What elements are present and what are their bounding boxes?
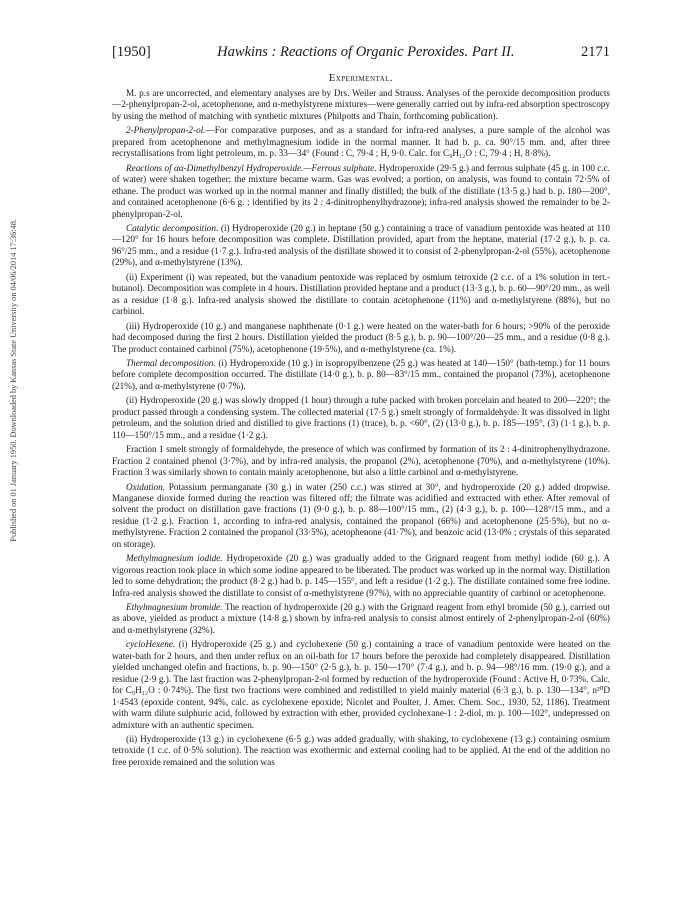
paragraph <box>112 395 610 441</box>
paragraph-text: (i) Hydroperoxide (25 g.) and cyclohexene (50 g.) containing a trace of vanadium pentoxide were heated on the water-bath for 2 hours, and then under reflux on an oil-bath for 17 hours before the peroxide had completely disappeared. Distillation yielded unchanged olefin and fractions, b. p. 90—150° (2·5 g.), b. p. 150—170° (7·4 g.), and b. p. 94—98°/16 mm. (19·0 g.), and a residue (2·9 g.). The last fraction was 2-phenylpropan-2-ol formed by reduction of the hydroperoxide (Found : Active H, 0·73%. Calc. for C₉H₁₂O : 0·74%). The first two fractions were combined and redistilled to yield mainly material (6·3 g.), b. p. 130—134°, n²⁰D 1·4543 (epoxide content, 94%, calc. as cyclohexene epoxide; Nicolet and Poulter, J. Amer. Chem. Soc., 1930, 52, 1186). Treatment with warm dilute sulphuric acid, followed by extraction with ether, provided cyclohexane-1 : 2-diol, m. p. 100—102°, undepressed on admixture with an authentic specimen. <box>112 639 610 730</box>
header-year: [1950] <box>112 44 151 60</box>
paragraph-text: Hydroperoxide (20 g.) was gradually added to the Grignard reagent from methyl iodide (60 g.). A vigorous reaction took place in which some iodine appeared to be liberated. The product was worked up in the normal way. Distillation led to some dehydration; the product (8·2 g.) had b. p. 145—155°, and left a residue (1·2 g.). The distillate contained some free iodine. Infra-red analysis showed the distillate to consist of α-methylstyrene (97%), with no appreciable quantity of carbinol or acetophenone. <box>112 553 610 598</box>
paragraph <box>112 223 610 269</box>
page-number: 2171 <box>581 44 610 60</box>
run-in-heading: Reactions of αα-Dimethylbenzyl Hydroperoxide.—Ferrous sulphate. <box>126 162 377 173</box>
run-in-heading: Thermal decomposition. <box>126 357 216 368</box>
paragraph-text: M. p.s are uncorrected, and elementary analyses are by Drs. Weiler and Strauss. Analyses of the peroxide decomposition products—2-phenylpropan-2-ol, acetophenone, and α-methylstyrene mixtures—were generally carried out by infra-red absorption spectroscopy by using the method of matching with synthetic mixtures (Philpotts and Thain, forthcoming publication). <box>112 88 610 121</box>
download-watermark <box>6 150 20 610</box>
body-text <box>112 88 610 768</box>
paragraph <box>112 88 610 122</box>
paragraph-text: The reaction of hydroperoxide (20 g.) with the Grignard reagent from ethyl bromide (50 g.), carried out as above, yielded as product a mixture (14·8 g.) shown by infra-red analysis to consist almost entirely of 2-phenylpropan-2-ol (60%) and α-methylstyrene (32%). <box>112 602 610 635</box>
paragraph <box>112 482 610 551</box>
section-heading: Experimental. <box>328 73 394 84</box>
run-in-heading: cycloHexene. <box>126 639 176 650</box>
paragraph <box>112 602 610 636</box>
run-in-heading: 2-Phenylpropan-2-ol. <box>126 125 206 136</box>
paragraph <box>112 553 610 599</box>
paragraph-text: (ii) Hydroperoxide (20 g.) was slowly dropped (1 hour) through a tube packed with broken porcelain and heated to 200—220°; the product passed through a condensing system. The collected material (17·5 g.) smelt strongly of formaldehyde. It was dissolved in light petroleum, and the solution dried and distilled to give fractions (1) (trace), b. p. <60°, (2) (13·0 g.), b. p. 185—195°, (3) (1·1 g.), b. p. 110—150°/15 mm., and a residue (1·2 g.). <box>112 395 610 440</box>
paragraph <box>112 321 610 355</box>
paragraph <box>112 734 610 768</box>
run-in-heading: Ethylmagnesium bromide. <box>126 602 223 613</box>
download-watermark-text: Published on 01 January 1950. Downloaded by Kansas State University on 04/06/2014 17:36:48. <box>8 218 18 542</box>
running-head <box>112 44 610 61</box>
paragraph <box>112 125 610 159</box>
paragraph-text: (ii) Experiment (i) was repeated, but the vanadium pentoxide was replaced by osmium tetroxide (2 c.c. of a 1% solution in tert.-butanol). Decomposition was complete in 4 hours. Distillation provided heptane and a product (13·3 g.), b. p. 60—90°/20 mm., as well as a residue (1·8 g.). Infra-red analysis showed the distillate to contain acetophenone (11%) and α-methylstyrene (88%), but no carbinol. <box>112 271 610 317</box>
paragraph <box>112 358 610 392</box>
paragraph-text: Potassium permanganate (30 g.) in water (250 c.c.) was stirred at 30°, and hydroperoxide (20 g.) added dropwise. Manganese dioxide formed during the reaction was filtered off; the filtrate was acidified and extracted with ether. After removal of solvent the product on distillation gave fractions (1) (9·0 g.), b. p. 88—100°/15 mm., (2) (4·3 g.), b. p. 100—128°/15 mm., and a residue (1·2 g.). Fraction 1, according to infra-red analysis, contained the propanol (66%) and acetophenone (25·5%), but no α-methylstyrene. Fraction 2 contained the propanol (33·5%), acetophenone (41·7%), and benzoic acid (13·0% ; crystals of this separated on storage). <box>112 481 610 549</box>
run-in-heading: Oxidation. <box>126 481 166 492</box>
journal-page <box>112 44 610 904</box>
paragraph-text: (ii) Hydroperoxide (13 g.) in cyclohexene (6·5 g.) was added gradually, with shaking, to cyclohexene (13 g.) containing osmium tetroxide (1 c.c. of 0·5% solution). The reaction was exothermic and external cooling had to be applied. At the end of the addition no free peroxide remained and the solution was <box>112 734 610 767</box>
paragraph <box>112 272 610 318</box>
run-in-heading: Catalytic decomposition. <box>126 222 219 233</box>
paragraph-text: Fraction 1 smelt strongly of formaldehyde, the presence of which was confirmed by formation of its 2 : 4-dinitrophenylhydrazone. Fraction 2 contained phenol (3·7%), and by infra-red analysis, the propanol (2%), acetophenone (70%), and α-methylstyrene (10%). Fraction 3 was similarly shown to contain mainly acetophenone, but also a little carbinol and α-methylstyrene. <box>112 444 610 478</box>
paragraph-text: (i) Hydroperoxide (10 g.) in isopropylbenzene (25 g.) was heated at 140—150° (bath-temp.) for 11 hours before complete decomposition occurred. The distillate (14·0 g.), b. p. 80—83°/15 mm., contained the propanol (73%), acetophenone (21%), and α-methylstyrene (0·7%). <box>112 357 610 391</box>
paragraph-text: Hydroperoxide (29·5 g.) and ferrous sulphate (45 g. in 100 c.c. of water) were shaken together; the mixture became warm. Gas was evolved; a portion, on analysis, was found to contain 72·5% of ethane. The product was worked up in the normal manner and finally distilled; the bulk of the distillate (13·5 g.) had b. p. 180—200°, and contained acetophenone (6·6 g. ; identified by its 2 : 4-dinitrophenylhydrazone); infra-red analysis showed the remainder to be 2-phenylpropan-2-ol. <box>112 162 610 219</box>
paragraph <box>112 163 610 220</box>
paragraph-text: (iii) Hydroperoxide (10 g.) and manganese naphthenate (0·1 g.) were heated on the water-bath for 6 hours; >90% of the peroxide had decomposed during the first 2 hours. Distillation yielded the product (8·5 g.), b. p. 90—100°/20—25 mm., and a residue (0·8 g.). The product contained carbinol (75%), acetophenone (19·5%), and α-methylstyrene (ca. 1%). <box>112 320 610 354</box>
paragraph-text: (i) Hydroperoxide (20 g.) in heptane (50 g.) containing a trace of vanadium pentoxide was heated at 110—120° for 16 hours before decomposition was complete. Distillation provided, apart from the heptane, material (17·2 g.), b. p. ca. 96°/25 mm., and a residue (1·7 g.). Infra-red analysis of the distillate showed it to consist of 2-phenylpropan-2-ol (55%), acetophenone (29%), and α-methylstyrene (13%). <box>112 222 610 268</box>
header-title: Hawkins : Reactions of Organic Peroxides. Part II. <box>217 44 515 60</box>
paragraph <box>112 444 610 478</box>
run-in-heading: Methylmagnesium iodide. <box>126 553 223 564</box>
paragraph-text: —For comparative purposes, and as a standard for infra-red analyses, a pure sample of the alcohol was prepared from acetophenone and methylmagnesium iodide in the normal manner. It had b. p. ca. 90°/15 mm. and, after three recrystallisations from light petroleum, m. p. 33—34° (Found : C, 79·4 ; H, 9·0. Calc. for C₉H₁₂O : C, 79·4 ; H, 8·8%). <box>112 125 610 159</box>
paragraph <box>112 639 610 731</box>
